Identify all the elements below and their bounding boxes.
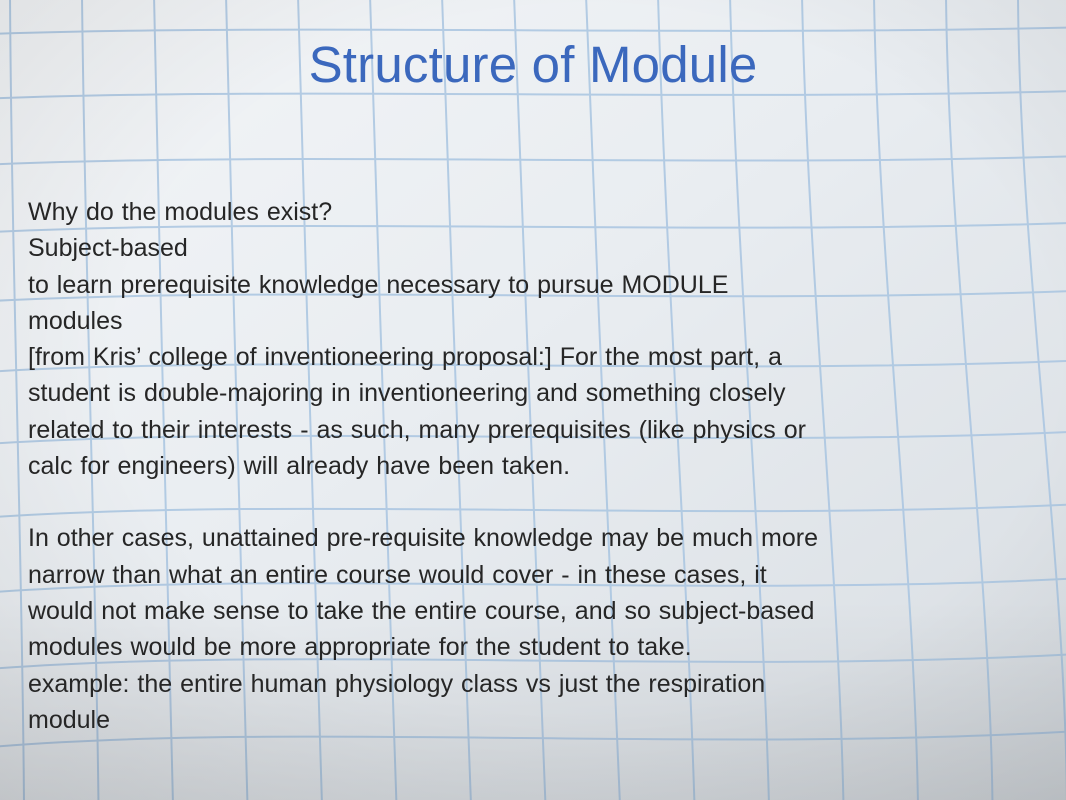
body-line: [from Kris’ college of inventioneering proposal:] For the most part, a <box>28 343 782 372</box>
paragraph-break <box>28 484 1048 520</box>
body-line: module <box>28 705 110 734</box>
body-line: modules <box>28 306 123 335</box>
body-line: narrow than what an entire course would cover - in these cases, it <box>28 560 767 589</box>
slide-title: Structure of Module <box>308 36 758 93</box>
body-line: calc for engineers) will already have been taken. <box>28 452 571 481</box>
body-line: example: the entire human physiology class vs just the respiration <box>28 669 766 698</box>
body-line: modules would be more appropriate for the student to take. <box>28 633 692 662</box>
body-line: student is double-majoring in inventioneering and something closely <box>28 379 786 408</box>
body-line: related to their interests - as such, many prerequisites (like physics or <box>28 415 806 444</box>
body-line: to learn prerequisite knowledge necessary to pursue MODULE <box>28 270 729 299</box>
body-line: would not make sense to take the entire course, and so subject-based <box>28 596 815 625</box>
body-line: In other cases, unattained pre-requisite knowledge may be much more <box>28 524 818 553</box>
slide-body <box>28 194 1048 738</box>
body-line: Why do the modules exist? <box>28 198 333 226</box>
body-line: Subject-based <box>28 234 188 263</box>
